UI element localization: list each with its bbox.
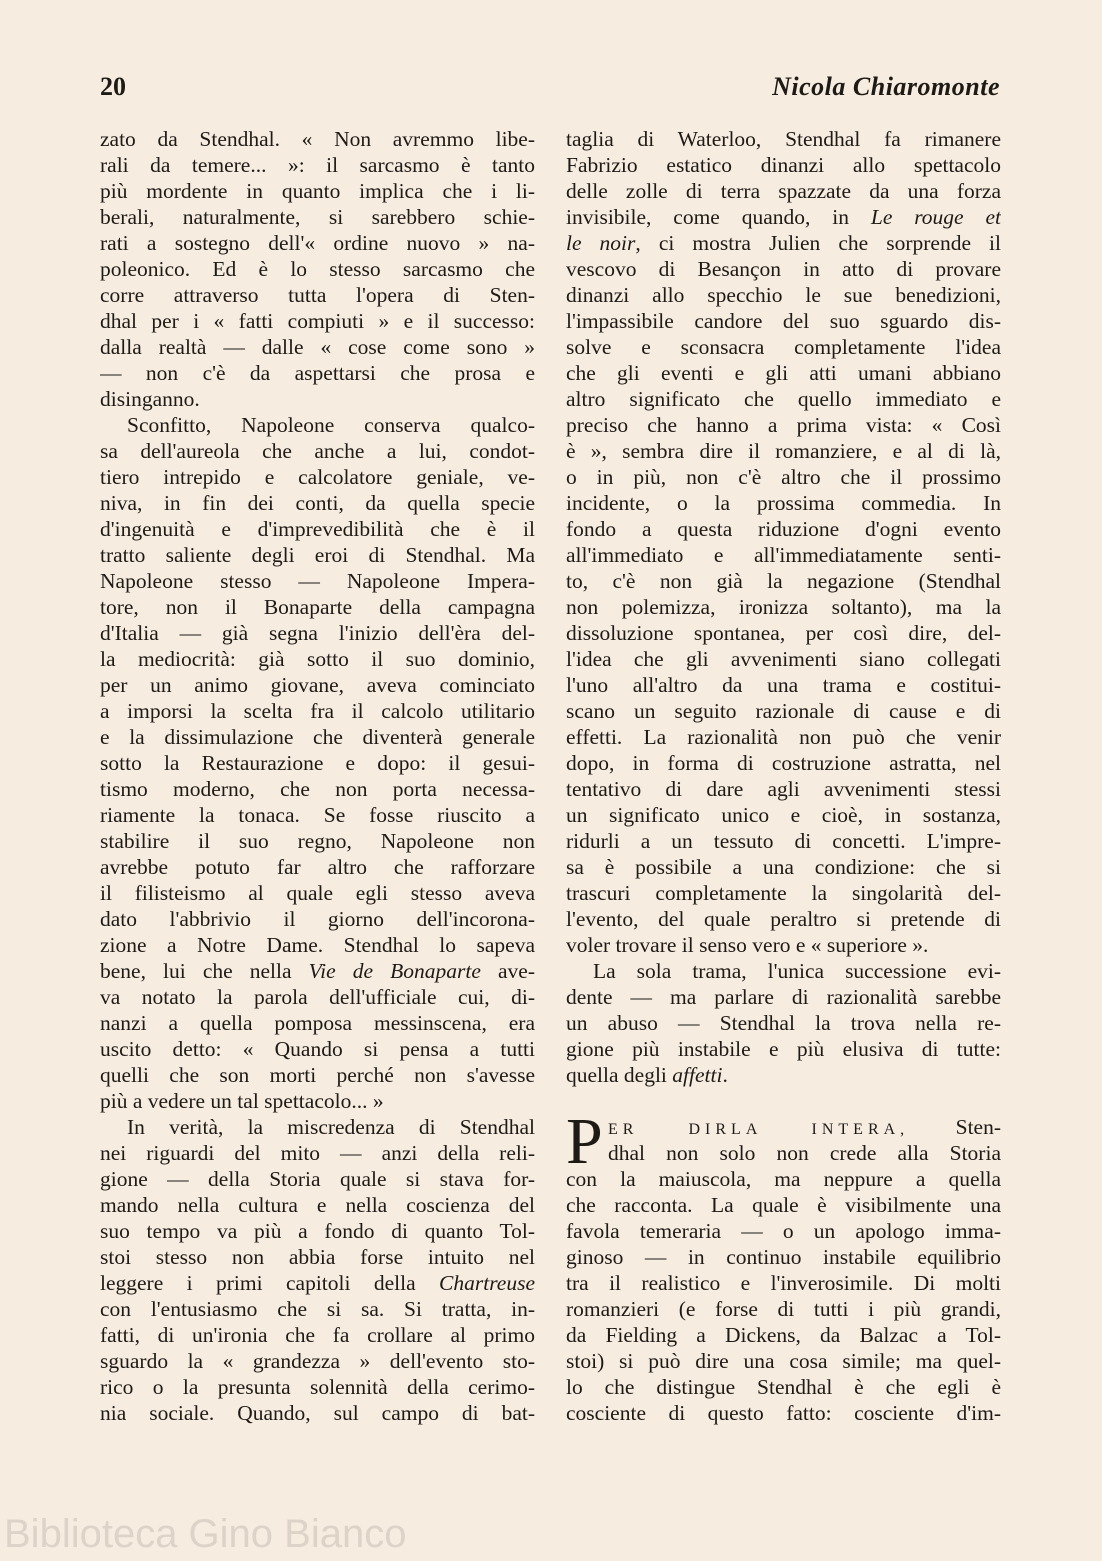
text-line: cosciente di questo fatto: cosciente d'im- — [566, 1401, 1001, 1425]
text-line — [566, 672, 1001, 698]
line-segment: nia sociale. Quando, sul campo di bat- — [100, 1401, 535, 1425]
text-line — [566, 750, 1001, 776]
line-segment: dissoluzione spontanea, per così dire, del- — [566, 621, 1001, 645]
line-segment: to, c'è non già la negazione (Stendhal — [566, 569, 1001, 593]
text-line — [100, 152, 535, 178]
line-segment: mando nella cultura e nella coscienza del — [100, 1193, 535, 1217]
text-line — [100, 412, 535, 438]
line-segment: rali da temere... »: il sarcasmo è tanto — [100, 153, 535, 177]
text-line — [566, 620, 1001, 646]
line-segment: riamente la tonaca. Se fosse riuscito a — [100, 803, 535, 827]
line-segment: nei riguardi del mito — anzi della reli- — [100, 1141, 535, 1165]
text-line: stoi) si può dire una cosa simile; ma quel- — [566, 1349, 1001, 1373]
text-line — [100, 594, 535, 620]
line-segment: va notato la parola dell'ufficiale cui, di- — [100, 985, 535, 1009]
text-line — [566, 932, 1001, 958]
italic-title: affetti — [672, 1063, 723, 1087]
text-line — [566, 178, 1001, 204]
line-segment: . — [722, 1063, 728, 1087]
text-line — [100, 958, 535, 984]
text-line — [100, 334, 535, 360]
line-segment: niva, in fin dei conti, da quella specie — [100, 491, 535, 515]
text-line — [566, 334, 1001, 360]
text-line — [100, 1400, 535, 1426]
line-segment: l'impassibile candore del suo sguardo dis- — [566, 309, 1001, 333]
text-line — [566, 1062, 1001, 1088]
line-segment: stabilire il suo regno, Napoleone non — [100, 829, 535, 853]
text-line: romanzieri (e forse di tutti i più grandi, — [566, 1297, 1001, 1321]
text-line — [100, 620, 535, 646]
text-line — [566, 1114, 1001, 1140]
text-line — [100, 230, 535, 256]
text-line — [100, 308, 535, 334]
text-line — [100, 1114, 535, 1140]
line-segment: avrebbe potuto far altro che rafforzare — [100, 855, 535, 879]
text-line — [566, 308, 1001, 334]
line-segment: delle zolle di terra spazzate da una forza — [566, 179, 1001, 203]
text-line: favola temeraria — o un apologo imma- — [566, 1219, 1001, 1243]
text-line — [100, 386, 535, 412]
line-segment: tismo moderno, che non porta necessa- — [100, 777, 535, 801]
line-segment: più a vedere un tal spettacolo... » — [100, 1089, 384, 1113]
text-line — [566, 438, 1001, 464]
line-segment: gione — della Storia quale si stava for- — [100, 1167, 535, 1191]
right-column — [566, 126, 1001, 1426]
text-line — [100, 438, 535, 464]
text-line — [566, 1010, 1001, 1036]
small-caps-lead: ER DIRLA INTERA, — [608, 1121, 910, 1138]
text-line — [100, 1348, 535, 1374]
line-segment: la mediocrità: già sotto il suo dominio, — [100, 647, 535, 671]
line-segment: tentativo di dare agli avvenimenti stessi — [566, 777, 1001, 801]
text-line — [100, 1218, 535, 1244]
line-segment: disinganno. — [100, 387, 200, 411]
watermark: Biblioteca Gino Bianco — [4, 1512, 407, 1556]
line-segment: incidente, o la prossima commedia. In — [566, 491, 1001, 515]
line-segment: zione a Notre Dame. Stendhal lo sapeva — [100, 933, 535, 957]
italic-title: le noir — [566, 231, 636, 255]
text-line — [100, 984, 535, 1010]
line-segment: , ci mostra Julien che sorprende il — [635, 231, 1001, 255]
line-segment: o in più, non c'è altro che il prossimo — [566, 465, 1001, 489]
text-line — [566, 230, 1001, 256]
text-line — [100, 1010, 535, 1036]
line-segment: In verità, la miscredenza di Stendhal — [127, 1115, 535, 1139]
text-line — [566, 516, 1001, 542]
text-line — [100, 542, 535, 568]
text-line — [100, 1192, 535, 1218]
text-line — [566, 776, 1001, 802]
text-line — [100, 568, 535, 594]
line-segment: per un animo giovane, aveva cominciato — [100, 673, 535, 697]
italic-title: Chartreuse — [439, 1271, 535, 1295]
line-segment: gione più instabile e più elusiva di tutte: — [566, 1037, 1001, 1061]
line-segment: dato l'abbrivio il giorno dell'incorona- — [100, 907, 535, 931]
line-segment: all'immediato e all'immediatamente senti- — [566, 543, 1001, 567]
text-line — [566, 412, 1001, 438]
text-line — [566, 152, 1001, 178]
text-line — [100, 516, 535, 542]
text-line — [100, 1322, 535, 1348]
line-segment: tore, non il Bonaparte della campagna — [100, 595, 535, 619]
line-segment: dente — ma parlare di razionalità sarebbe — [566, 985, 1001, 1009]
line-segment: l'evento, del quale peraltro si pretende di — [566, 907, 1001, 931]
text-line — [566, 386, 1001, 412]
line-segment: Sconfitto, Napoleone conserva qualco- — [127, 413, 535, 437]
text-line — [100, 932, 535, 958]
text-line — [566, 594, 1001, 620]
text-line — [100, 1270, 535, 1296]
text-line — [566, 724, 1001, 750]
line-segment: l'uno all'altro da una trama e costitui- — [566, 673, 1001, 697]
text-line — [566, 646, 1001, 672]
line-segment: quelli che son morti perché non s'avesse — [100, 1063, 535, 1087]
line-segment: scano un seguito razionale di cause e di — [566, 699, 1001, 723]
text-line — [100, 724, 535, 750]
text-line — [100, 1166, 535, 1192]
text-line — [100, 802, 535, 828]
text-line — [100, 204, 535, 230]
line-segment: poleonico. Ed è lo stesso sarcasmo che — [100, 257, 535, 281]
line-segment: Fabrizio estatico dinanzi allo spettacolo — [566, 153, 1001, 177]
line-segment: trascuri completamente la singolarità del- — [566, 881, 1001, 905]
text-line — [566, 282, 1001, 308]
text-line — [566, 360, 1001, 386]
line-segment: taglia di Waterloo, Stendhal fa rimanere — [566, 127, 1001, 151]
italic-title: Le rouge et — [870, 205, 1001, 229]
text-line — [100, 906, 535, 932]
line-segment: non polemizza, ironizza soltanto), ma la — [566, 595, 1001, 619]
line-segment: dopo, in forma di costruzione astratta, nel — [566, 751, 1001, 775]
text-line: lo che distingue Stendhal è che egli è — [566, 1375, 1001, 1399]
running-head: Nicola Chiaromonte — [772, 72, 1000, 101]
section-body — [566, 1166, 1001, 1426]
text-line — [566, 542, 1001, 568]
text-line — [100, 880, 535, 906]
line-segment: nanzi a quella pomposa messinscena, era — [100, 1011, 535, 1035]
right-column-text — [566, 126, 1001, 1088]
text-line — [100, 282, 535, 308]
text-line: dhal non solo non crede alla Storia — [608, 1141, 1001, 1165]
line-segment: sa dell'aureola che anche a lui, condot- — [100, 439, 535, 463]
line-segment: vescovo di Besançon in atto di provare — [566, 257, 1001, 281]
line-segment: effetti. La razionalità non può che venir — [566, 725, 1001, 749]
text-line: che racconta. La quale è visibilmente una — [566, 1193, 1001, 1217]
line-segment: più mordente in quanto implica che i li- — [100, 179, 535, 203]
text-line — [566, 880, 1001, 906]
text-line — [100, 1036, 535, 1062]
text-line — [100, 126, 535, 152]
line-segment: zato da Stendhal. « Non avremmo libe- — [100, 127, 535, 151]
line-segment: stoi stesso non abbia forse intuito nel — [100, 1245, 535, 1269]
drop-cap: P — [566, 1105, 603, 1178]
line-segment: La sola trama, l'unica successione evi- — [593, 959, 1001, 983]
text-line — [100, 750, 535, 776]
line-segment: tratto saliente degli eroi di Stendhal. Ma — [100, 543, 535, 567]
line-segment: preciso che hanno a prima vista: « Così — [566, 413, 1001, 437]
line-segment: voler trovare il senso vero e « superiore ». — [566, 933, 929, 957]
text-line — [566, 854, 1001, 880]
line-segment: d'Italia — già segna l'inizio dell'èra del- — [100, 621, 535, 645]
text-line — [100, 1244, 535, 1270]
line-segment: rico o la presunta solennità della cerimo- — [100, 1375, 535, 1399]
text-line — [566, 490, 1001, 516]
line-segment: che gli eventi e gli atti umani abbiano — [566, 361, 1001, 385]
text-line — [566, 568, 1001, 594]
line-segment: dalla realtà — dalle « cose come sono » — [100, 335, 535, 359]
line-segment: rati a sostegno dell'« ordine nuovo » na- — [100, 231, 535, 255]
text-line — [100, 854, 535, 880]
text-line — [566, 828, 1001, 854]
text-line — [100, 256, 535, 282]
line-segment: tiero intrepido e calcolatore geniale, ve- — [100, 465, 535, 489]
text-line — [100, 1062, 535, 1088]
text-line — [566, 256, 1001, 282]
line-segment: uscito detto: « Quando si pensa a tutti — [100, 1037, 535, 1061]
text-line — [100, 178, 535, 204]
text-line — [100, 1374, 535, 1400]
section-opening — [566, 1105, 1001, 1178]
line-segment: berali, naturalmente, si sarebbero schie- — [100, 205, 535, 229]
line-segment: Napoleone stesso — Napoleone Impera- — [100, 569, 535, 593]
text-line: con la maiuscola, ma neppure a quella — [566, 1167, 1001, 1191]
page-number: 20 — [100, 72, 126, 101]
line-segment: sguardo la « grandezza » dell'evento sto- — [100, 1349, 535, 1373]
line-segment: ave- — [480, 959, 535, 983]
line-segment: sotto la Restaurazione e dopo: il gesui- — [100, 751, 535, 775]
italic-title: Vie de Bonaparte — [308, 959, 481, 983]
line-segment: Sten- — [955, 1115, 1001, 1139]
text-line: tra il realistico e l'inverosimile. Di molti — [566, 1271, 1001, 1295]
line-segment: con l'entusiasmo che si sa. Si tratta, in- — [100, 1297, 535, 1321]
line-segment: un significato unico e cioè, in sostanza, — [566, 803, 1001, 827]
line-segment: invisibile, come quando, in — [566, 205, 871, 229]
line-segment: il filisteismo al quale egli stesso aveva — [100, 881, 535, 905]
line-segment: bene, lui che nella — [100, 959, 309, 983]
line-segment: sa è possibile a una condizione: che si — [566, 855, 1001, 879]
text-line — [566, 958, 1001, 984]
text-line — [100, 1296, 535, 1322]
text-line — [100, 360, 535, 386]
text-line — [100, 698, 535, 724]
line-segment: fondo a questa riduzione d'ogni evento — [566, 517, 1001, 541]
line-segment: leggere i primi capitoli della — [100, 1271, 440, 1295]
line-segment: l'idea che gli avvenimenti siano collegati — [566, 647, 1001, 671]
text-line — [100, 1140, 535, 1166]
line-segment: — non c'è da aspettarsi che prosa e — [100, 361, 535, 385]
line-segment: corre attraverso tutta l'opera di Sten- — [100, 283, 535, 307]
text-line — [566, 204, 1001, 230]
text-line — [100, 828, 535, 854]
line-segment: e la dissimulazione che diventerà generale — [100, 725, 535, 749]
line-segment: un abuso — Stendhal la trova nella re- — [566, 1011, 1001, 1035]
page-header — [100, 72, 1000, 106]
text-line — [100, 776, 535, 802]
text-line — [100, 464, 535, 490]
line-segment: suo tempo va più a fondo di quanto Tol- — [100, 1219, 535, 1243]
text-line: da Fielding a Dickens, da Balzac a Tol- — [566, 1323, 1001, 1347]
line-segment: dinanzi allo specchio le sue benedizioni, — [566, 283, 1001, 307]
text-line — [566, 802, 1001, 828]
text-line — [100, 1088, 535, 1114]
line-segment: solve e sconsacra completamente l'idea — [566, 335, 1001, 359]
line-segment: è », sembra dire il romanziere, e al di là, — [566, 439, 1001, 463]
left-column — [100, 126, 535, 1426]
text-line — [566, 698, 1001, 724]
line-segment: altro significato che quello immediato e — [566, 387, 1001, 411]
section-break — [566, 1088, 1001, 1114]
line-segment: fatti, di un'ironia che fa crollare al primo — [100, 1323, 535, 1347]
line-segment: a imporsi la scelta fra il calcolo utilitario — [100, 699, 535, 723]
text-line — [566, 1036, 1001, 1062]
text-line — [100, 646, 535, 672]
text-line — [100, 490, 535, 516]
text-line — [566, 126, 1001, 152]
text-line — [100, 672, 535, 698]
text-line — [566, 906, 1001, 932]
line-segment: d'ingenuità e d'imprevedibilità che è il — [100, 517, 535, 541]
text-line: ginoso — in continuo instabile equilibrio — [566, 1245, 1001, 1269]
line-segment: ridurli a un tessuto di concetti. L'impre- — [566, 829, 1001, 853]
line-segment: quella degli — [566, 1063, 673, 1087]
text-line — [566, 984, 1001, 1010]
text-line — [566, 464, 1001, 490]
line-segment: dhal per i « fatti compiuti » e il successo: — [100, 309, 535, 333]
